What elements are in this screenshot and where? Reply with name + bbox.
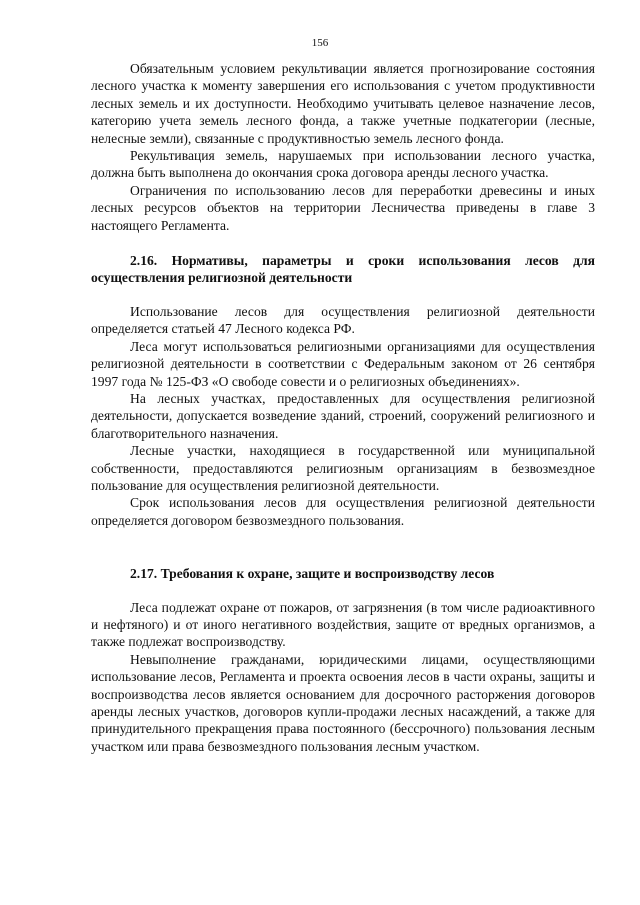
paragraph: Леса могут использоваться религиозными организациями для осуществления религиозной деятельности в соответствии с Федеральным законом от 26 сентября 1997 года № 125-ФЗ «О свободе совести и о религиозных объединениях». xyxy=(91,338,595,389)
paragraph: На лесных участках, предоставленных для осуществления религиозной деятельности, допускается возведение зданий, строений, сооружений религиозного и благотворительного назначения. xyxy=(91,390,595,441)
section-religious-activity xyxy=(91,252,595,529)
section-forest-protection xyxy=(91,565,595,755)
page-content xyxy=(91,60,595,755)
page-number: 156 xyxy=(311,37,329,49)
paragraph: Лесные участки, находящиеся в государственной или муниципальной собственности, предоставляются религиозным организациям в безвозмездное пользование для осуществления религиозной деятельности. xyxy=(91,443,595,493)
section-heading: 2.17. Требования к охране, защите и воспроизводству лесов xyxy=(130,566,495,582)
paragraph: Ограничения по использованию лесов для переработки древесины и иных лесных ресурсов объектов на территории Лесничества приведены в главе 3 настоящего Регламента. xyxy=(91,182,595,233)
paragraph: Невыполнение гражданами, юридическими лицами, осуществляющими использование лесов, Регламента и проекта освоения лесов в части охраны, защиты и воспроизводства лесов является основанием для досрочного расторжения договоров аренды лесных участков, договоров купли-продажи лесных насаждений, а также для принудительного прекращения права постоянного (бессрочного) пользования лесным участком или права безвозмездного пользования лесным участком. xyxy=(91,651,595,754)
paragraph: Рекультивация земель, нарушаемых при использовании лесного участка, должна быть выполнена до окончания срока договора аренды лесного участка. xyxy=(91,148,595,181)
paragraph: Леса подлежат охране от пожаров, от загрязнения (в том числе радиоактивного и нефтяного) и от иного негативного воздействия, защите от вредных организмов, а также подлежат воспроизводству. xyxy=(91,599,595,650)
section-recultivation xyxy=(91,60,595,234)
paragraph: Обязательным условием рекультивации является прогнозирование состояния лесного участка к моменту завершения его использования с учетом продуктивности лесных земель и их доступности. Необходимо учитывать целевое назначение лесов, категорию учета земель лесного фонда, а также учетные подкатегории (лесные, нелесные земли), связанные с продуктивностью земель лесного фонда. xyxy=(91,61,595,146)
paragraph: Срок использования лесов для осуществления религиозной деятельности определяется договором безвозмездного пользования. xyxy=(91,495,595,528)
paragraph: Использование лесов для осуществления религиозной деятельности определяется статьей 47 Лесного кодекса РФ. xyxy=(91,303,595,337)
section-heading: 2.16. Нормативы, параметры и сроки использования лесов для осуществления религиозной деятельности xyxy=(91,253,595,286)
